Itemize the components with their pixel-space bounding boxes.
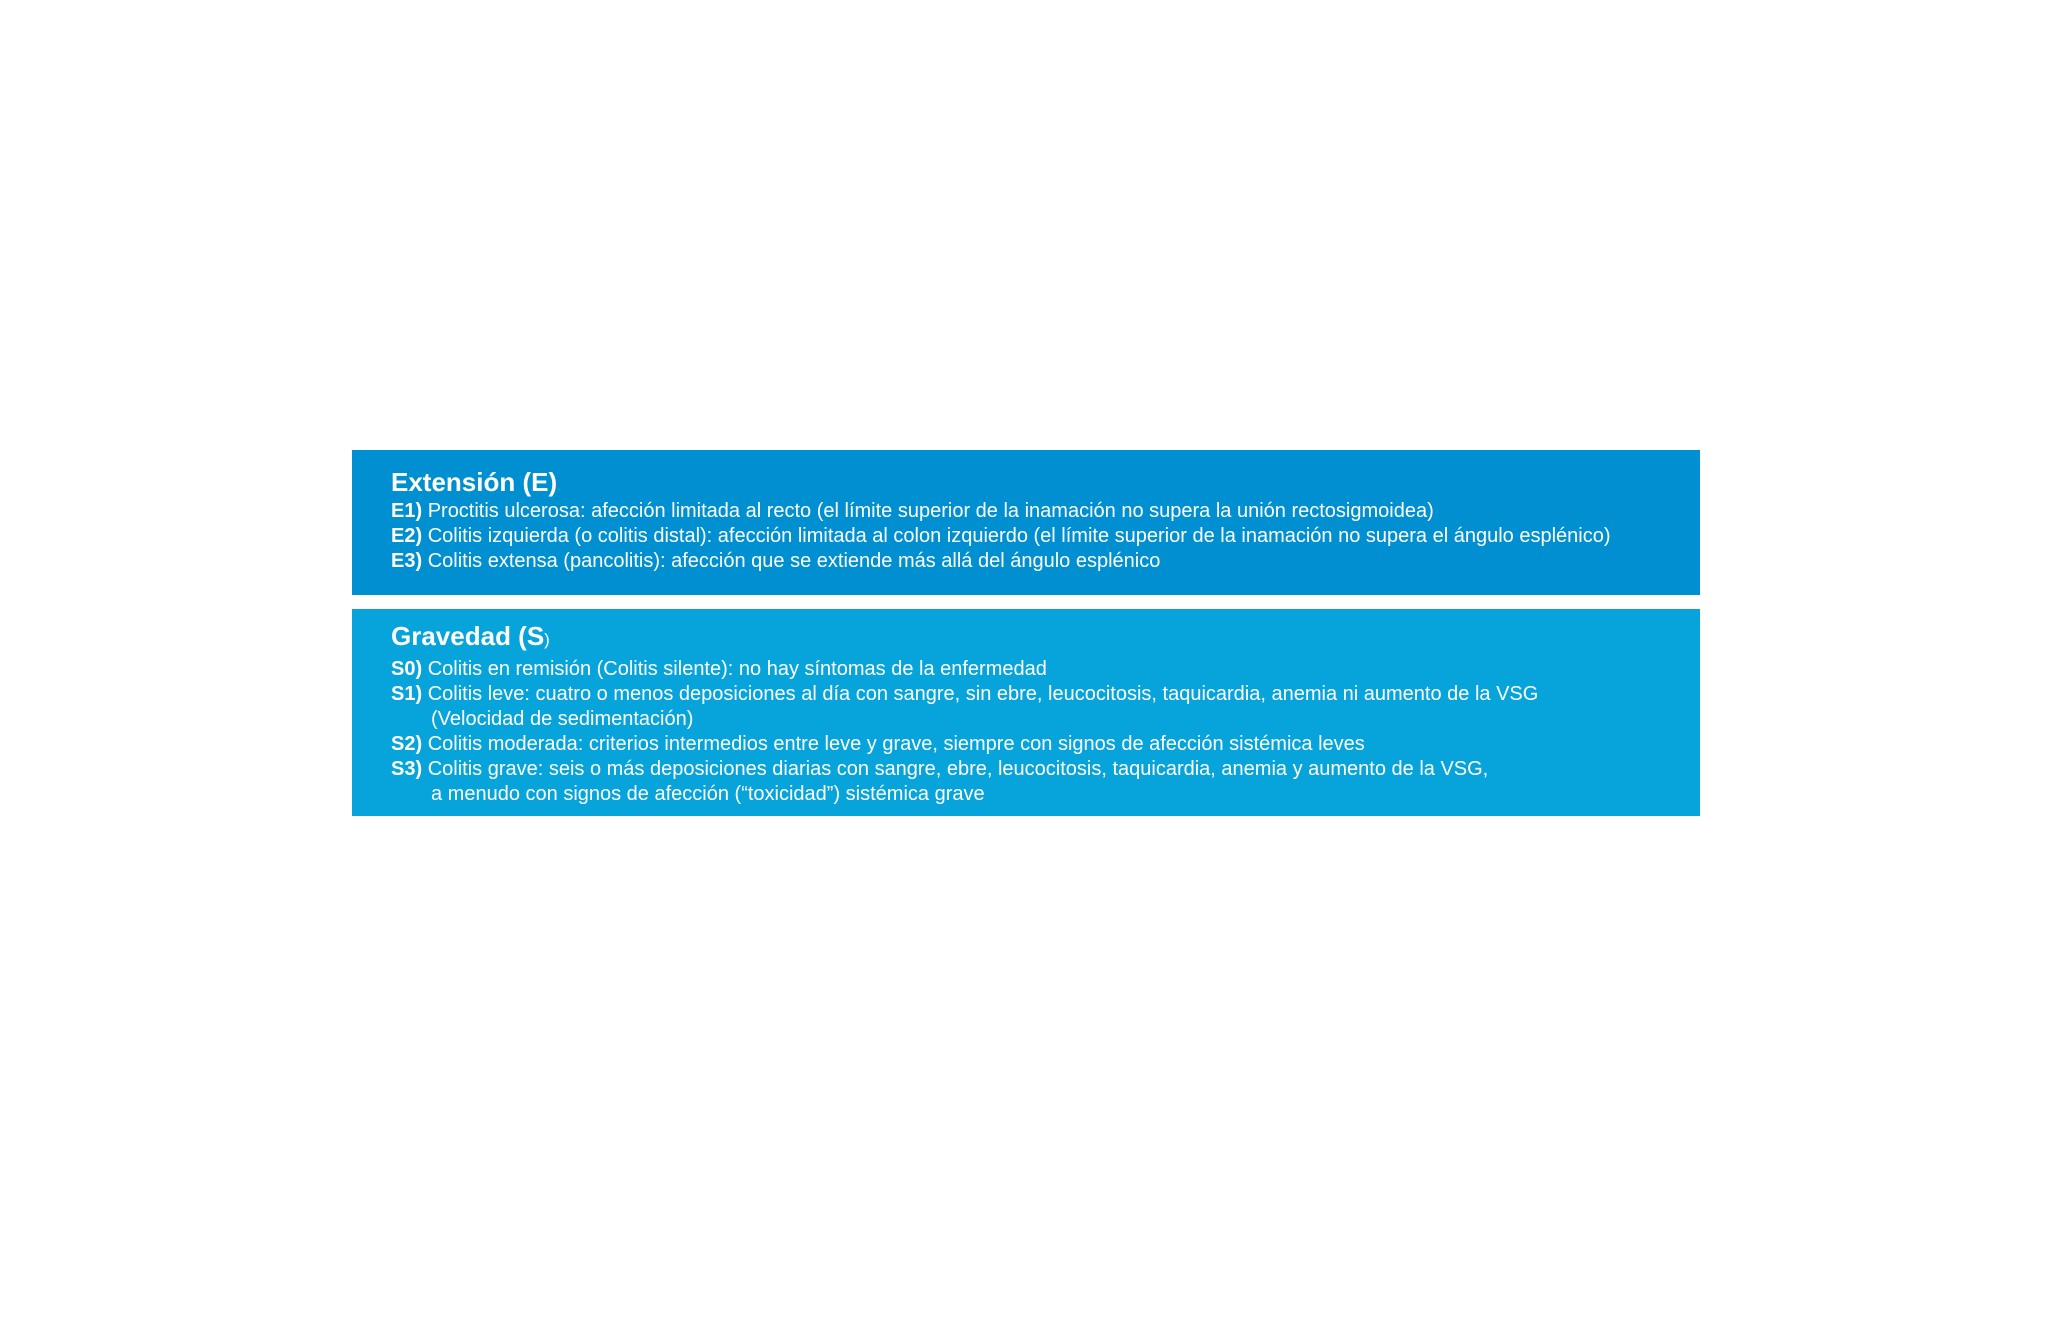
item-code: E2)	[391, 525, 423, 547]
severity-title	[391, 621, 1700, 655]
severity-title-main: Gravedad (S	[391, 621, 545, 651]
item-text: Colitis moderada: criterios intermedios entre leve y grave, siempre con signos de afección sistémica leves	[427, 733, 1365, 755]
extension-item-e3	[391, 549, 1700, 574]
item-text: Proctitis ulcerosa: afección limitada al recto (el límite superior de la inamación no supera la unión rectosigmoidea)	[427, 500, 1434, 522]
severity-item-s0	[391, 657, 1700, 682]
extension-title: Extensión (E)	[391, 467, 558, 497]
item-code: S2)	[391, 733, 423, 755]
item-text: Colitis grave: seis o más deposiciones diarias con sangre, ebre, leucocitosis, taquicardia, anemia y aumento de la VSG,	[427, 758, 1489, 780]
item-text: Colitis leve: cuatro o menos deposiciones al día con sangre, sin ebre, leucocitosis, taquicardia, anemia ni aumento de la VSG	[427, 683, 1539, 705]
severity-item-s3	[391, 757, 1700, 807]
item-continuation: (Velocidad de sedimentación)	[431, 708, 694, 730]
item-code: S1)	[391, 683, 423, 705]
item-code: E1)	[391, 500, 423, 522]
extension-item-e2	[391, 524, 1700, 549]
severity-panel	[352, 609, 1700, 816]
item-continuation: a menudo con signos de afección (“toxicidad”) sistémica grave	[431, 783, 985, 805]
item-text: Colitis izquierda (o colitis distal): afección limitada al colon izquierdo (el límite superior de la inamación no supera el ángulo esplénico)	[427, 525, 1611, 547]
severity-item-s1	[391, 682, 1700, 732]
severity-title-close: )	[544, 630, 550, 649]
item-code: S0)	[391, 658, 423, 680]
item-text: Colitis extensa (pancolitis): afección que se extiende más allá del ángulo esplénico	[427, 550, 1161, 572]
item-code: E3)	[391, 550, 423, 572]
item-text: Colitis en remisión (Colitis silente): no hay síntomas de la enfermedad	[427, 658, 1047, 680]
severity-item-s2	[391, 732, 1700, 757]
extension-item-e1	[391, 499, 1700, 524]
extension-panel	[352, 450, 1700, 595]
item-code: S3)	[391, 758, 423, 780]
